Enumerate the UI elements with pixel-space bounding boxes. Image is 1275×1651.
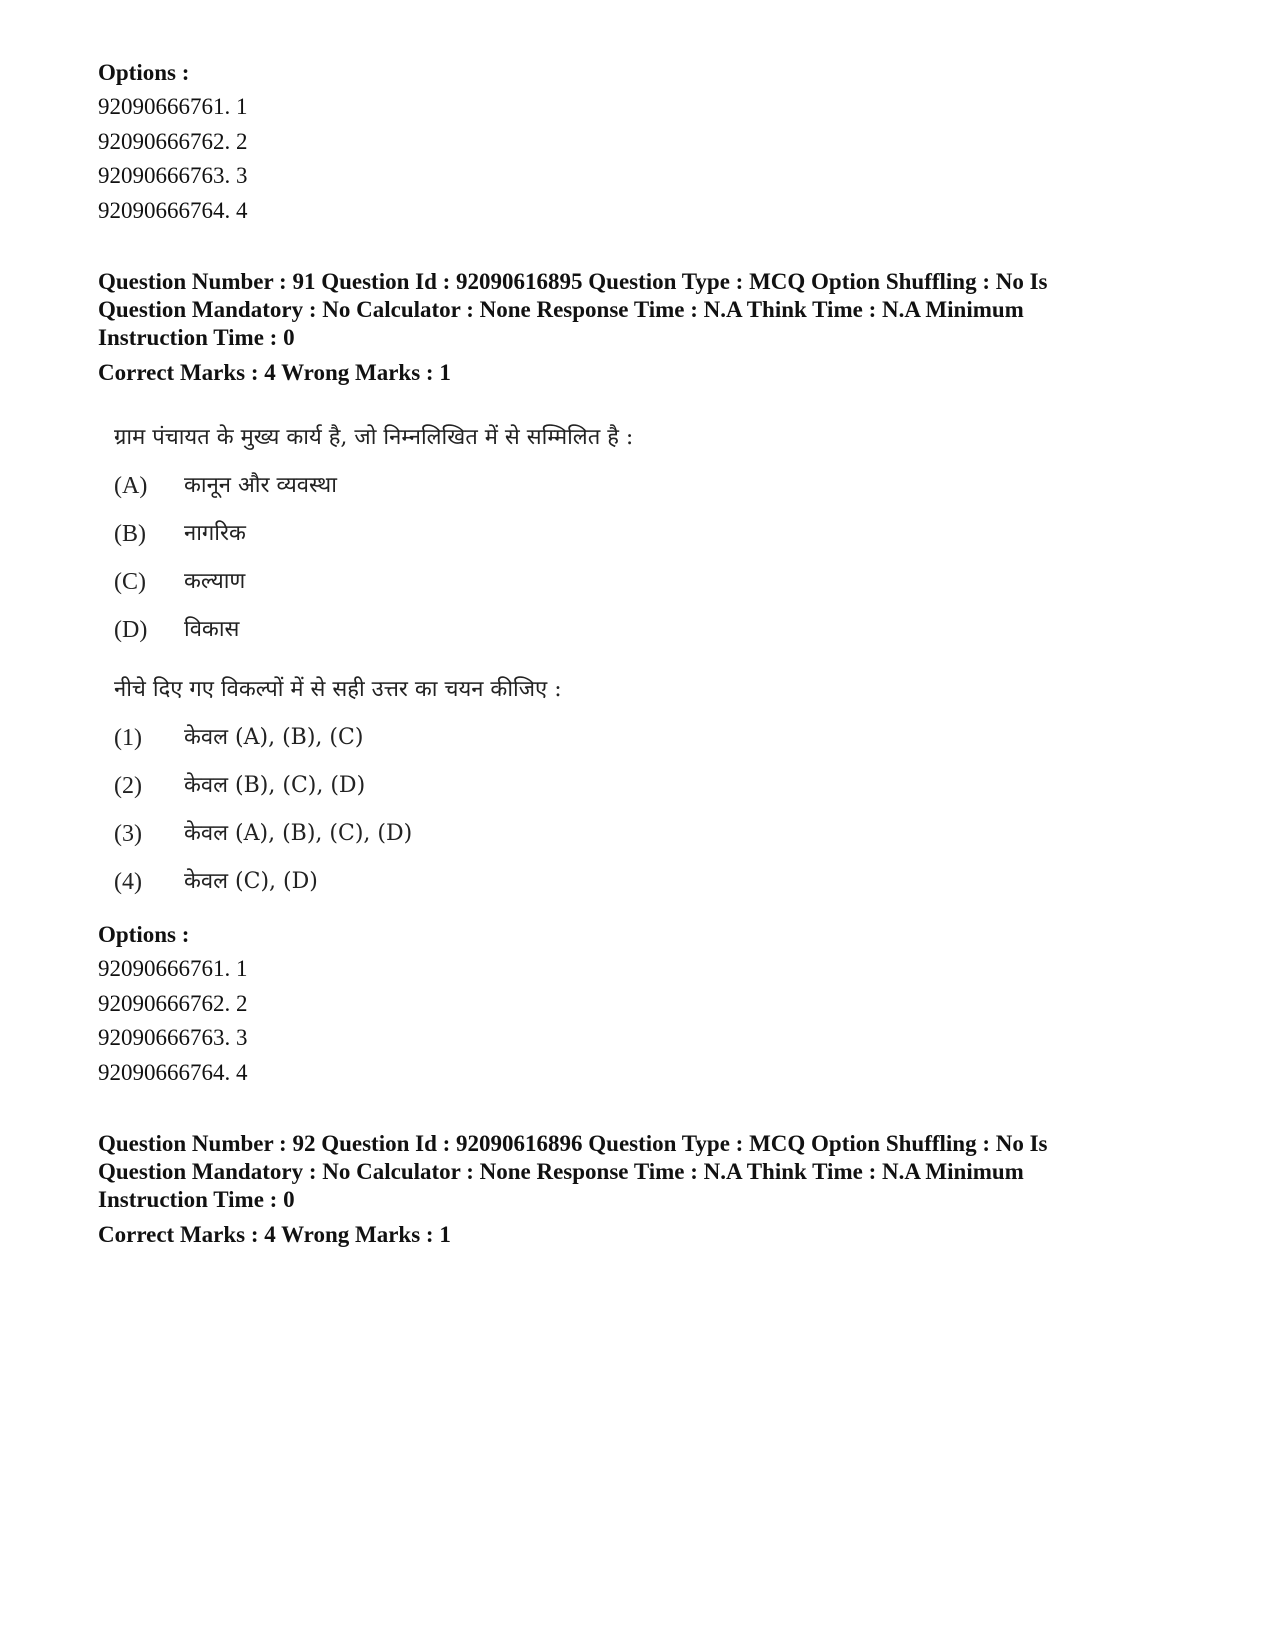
statement-text: विकास — [184, 617, 240, 642]
question-91 — [98, 268, 1188, 1090]
question-meta-line: Instruction Time : 0 — [98, 1187, 295, 1212]
options-list — [98, 90, 1188, 228]
option-item: 92090666764. 4 — [98, 1059, 248, 1085]
statement-row — [114, 510, 1188, 558]
choice-label: (3) — [114, 821, 142, 847]
option-item: 92090666761. 1 — [98, 94, 248, 119]
document-page — [98, 58, 1188, 1250]
options-heading: Options : — [98, 922, 190, 947]
question-meta-line: Question Mandatory : No Calculator : None Response Time : N.A Think Time : N.A Minimum — [98, 297, 1024, 322]
question-marks: Correct Marks : 4 Wrong Marks : 1 — [98, 360, 451, 385]
choice-row — [114, 810, 1188, 858]
choice-text: केवल (B), (C), (D) — [184, 773, 366, 798]
option-item: 92090666763. 3 — [98, 1025, 248, 1050]
option-item: 92090666763. 3 — [98, 163, 248, 188]
option-item: 92090666762. 2 — [98, 128, 248, 154]
options-block — [98, 920, 1188, 1090]
statement-row — [114, 558, 1188, 606]
choice-text: केवल (A), (B), (C), (D) — [184, 821, 413, 846]
statement-label: (B) — [114, 521, 146, 547]
statement-text: नागरिक — [184, 521, 246, 546]
options-block — [98, 58, 1188, 228]
question-meta-line: Question Number : 91 Question Id : 92090616895 Question Type : MCQ Option Shuffling : No Is — [98, 269, 1048, 294]
question-meta-line: Instruction Time : 0 — [98, 325, 295, 350]
option-item: 92090666762. 2 — [98, 990, 248, 1016]
question-meta-line: Question Mandatory : No Calculator : None Response Time : N.A Think Time : N.A Minimum — [98, 1159, 1024, 1184]
choice-text: केवल (C), (D) — [184, 869, 318, 894]
choice-text: केवल (A), (B), (C) — [184, 725, 364, 750]
options-list — [98, 952, 1188, 1090]
question-meta-line: Question Number : 92 Question Id : 92090616896 Question Type : MCQ Option Shuffling : No Is — [98, 1131, 1048, 1156]
statement-text: कानून और व्यवस्था — [184, 473, 337, 498]
question-body — [98, 414, 1188, 906]
option-item: 92090666764. 4 — [98, 197, 248, 223]
statement-row — [114, 462, 1188, 510]
question-92 — [98, 1130, 1188, 1250]
question-instruction: नीचे दिए गए विकल्पों में से सही उत्तर का चयन कीजिए : — [114, 677, 562, 702]
choice-row — [114, 858, 1188, 906]
choice-label: (2) — [114, 773, 142, 799]
question-stem: ग्राम पंचायत के मुख्य कार्य है, जो निम्नलिखित में से सम्मिलित है : — [114, 425, 634, 450]
choice-row — [114, 714, 1188, 762]
choice-label: (1) — [114, 725, 142, 751]
choice-label: (4) — [114, 869, 142, 895]
statement-label: (A) — [114, 473, 148, 499]
statement-text: कल्याण — [184, 569, 246, 594]
statement-row — [114, 606, 1188, 654]
option-item: 92090666761. 1 — [98, 956, 248, 981]
statement-label: (D) — [114, 617, 148, 643]
statement-label: (C) — [114, 569, 146, 595]
options-heading: Options : — [98, 60, 190, 85]
choice-row — [114, 762, 1188, 810]
question-marks: Correct Marks : 4 Wrong Marks : 1 — [98, 1222, 451, 1247]
